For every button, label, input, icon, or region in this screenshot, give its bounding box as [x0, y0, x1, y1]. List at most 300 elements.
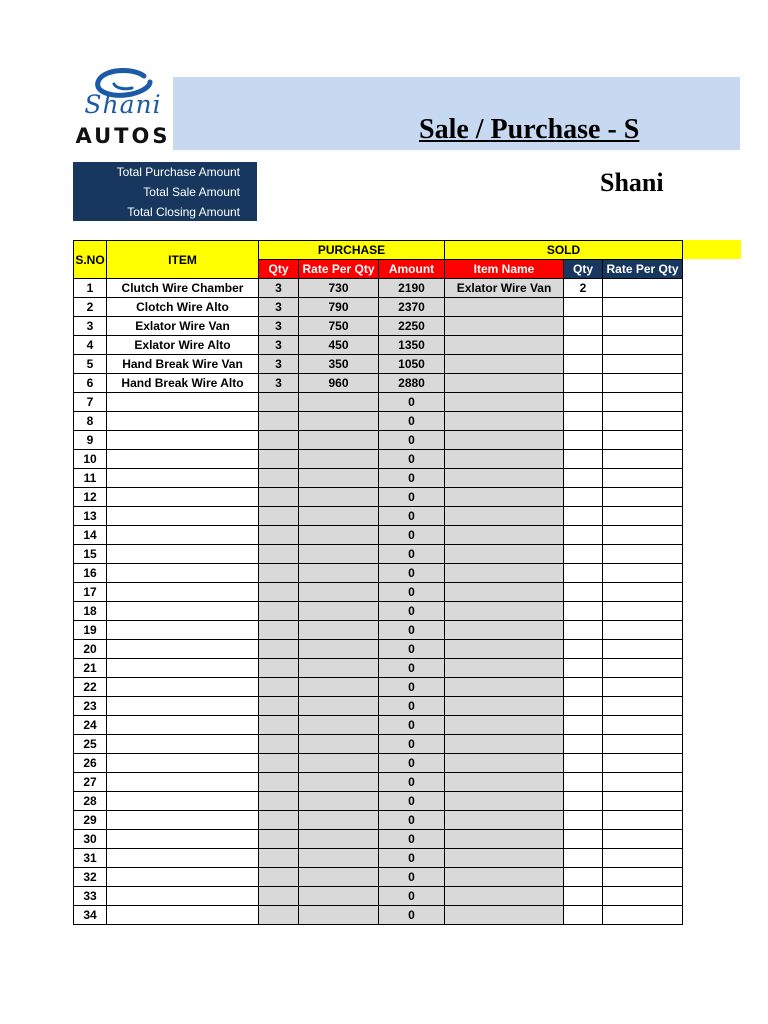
table-row: [74, 279, 683, 298]
cell-sold-rate[interactable]: [603, 773, 683, 792]
cell-rate[interactable]: [299, 393, 379, 412]
header-rate: Rate Per Qty: [299, 260, 379, 279]
cell-sold-rate[interactable]: [603, 621, 683, 640]
cell-sold-qty[interactable]: [564, 735, 603, 754]
cell-sold-qty[interactable]: [564, 697, 603, 716]
cell-qty[interactable]: [259, 545, 299, 564]
cell-sold-qty[interactable]: [564, 564, 603, 583]
cell-sold-qty[interactable]: [564, 355, 603, 374]
cell-rate[interactable]: [299, 849, 379, 868]
cell-amount[interactable]: 0: [379, 583, 445, 602]
header-sold-qty: Qty: [564, 260, 603, 279]
cell-sold-rate[interactable]: [603, 298, 683, 317]
cell-sold-qty[interactable]: [564, 887, 603, 906]
cell-qty[interactable]: [259, 602, 299, 621]
cell-sold-item[interactable]: [445, 792, 564, 811]
table-row: [74, 393, 683, 412]
cell-sold-item[interactable]: [445, 754, 564, 773]
cell-amount[interactable]: 0: [379, 678, 445, 697]
cell-sno[interactable]: 18: [74, 602, 107, 621]
cell-amount[interactable]: 2190: [379, 279, 445, 298]
cell-item[interactable]: [107, 697, 259, 716]
cell-amount[interactable]: 0: [379, 906, 445, 925]
cell-sold-item[interactable]: [445, 526, 564, 545]
cell-rate[interactable]: [299, 868, 379, 887]
cell-item[interactable]: [107, 868, 259, 887]
cell-rate[interactable]: 730: [299, 279, 379, 298]
cell-rate[interactable]: [299, 583, 379, 602]
cell-rate[interactable]: [299, 735, 379, 754]
cell-item[interactable]: Exlator Wire Van: [107, 317, 259, 336]
cell-sold-rate[interactable]: [603, 640, 683, 659]
cell-sold-qty[interactable]: [564, 336, 603, 355]
cell-qty[interactable]: [259, 621, 299, 640]
cell-sold-item[interactable]: [445, 298, 564, 317]
cell-sno[interactable]: 33: [74, 887, 107, 906]
cell-qty[interactable]: 3: [259, 336, 299, 355]
cell-amount[interactable]: 0: [379, 564, 445, 583]
cell-sold-qty[interactable]: [564, 640, 603, 659]
cell-rate[interactable]: 450: [299, 336, 379, 355]
cell-amount[interactable]: 0: [379, 526, 445, 545]
cell-qty[interactable]: [259, 735, 299, 754]
cell-sold-rate[interactable]: [603, 431, 683, 450]
cell-sold-rate[interactable]: [603, 526, 683, 545]
cell-rate[interactable]: [299, 526, 379, 545]
cell-amount[interactable]: 0: [379, 602, 445, 621]
cell-sold-item[interactable]: [445, 583, 564, 602]
cell-sno[interactable]: 30: [74, 830, 107, 849]
cell-sold-item[interactable]: [445, 887, 564, 906]
cell-item[interactable]: [107, 526, 259, 545]
cell-qty[interactable]: [259, 412, 299, 431]
cell-sold-rate[interactable]: [603, 488, 683, 507]
cell-sold-item[interactable]: [445, 697, 564, 716]
cell-sold-qty[interactable]: [564, 469, 603, 488]
cell-sno[interactable]: 11: [74, 469, 107, 488]
cell-item[interactable]: [107, 849, 259, 868]
cell-sold-rate[interactable]: [603, 887, 683, 906]
cell-qty[interactable]: [259, 868, 299, 887]
cell-amount[interactable]: 0: [379, 868, 445, 887]
cell-sold-qty[interactable]: [564, 583, 603, 602]
cell-rate[interactable]: [299, 811, 379, 830]
cell-sold-item[interactable]: [445, 412, 564, 431]
total-closing-label: Total Closing Amount: [127, 205, 240, 219]
sheet-subtitle: Shani: [600, 168, 664, 197]
cell-sno[interactable]: 6: [74, 374, 107, 393]
cell-sold-rate[interactable]: [603, 336, 683, 355]
cell-item[interactable]: [107, 488, 259, 507]
table-row: [74, 431, 683, 450]
cell-amount[interactable]: 0: [379, 792, 445, 811]
cell-sno[interactable]: 17: [74, 583, 107, 602]
cell-rate[interactable]: [299, 450, 379, 469]
cell-item[interactable]: [107, 583, 259, 602]
cell-amount[interactable]: 0: [379, 849, 445, 868]
cell-item[interactable]: [107, 621, 259, 640]
cell-sold-qty[interactable]: [564, 298, 603, 317]
table-row: [74, 678, 683, 697]
cell-amount[interactable]: 0: [379, 697, 445, 716]
cell-qty[interactable]: 3: [259, 279, 299, 298]
header-sold: SOLD: [445, 241, 683, 260]
cell-qty[interactable]: [259, 811, 299, 830]
cell-qty[interactable]: 3: [259, 317, 299, 336]
cell-sold-rate[interactable]: [603, 507, 683, 526]
cell-item[interactable]: [107, 602, 259, 621]
cell-sold-item[interactable]: [445, 564, 564, 583]
total-purchase-label: Total Purchase Amount: [116, 165, 240, 179]
cell-sold-item[interactable]: [445, 716, 564, 735]
cell-sold-qty[interactable]: [564, 830, 603, 849]
cell-sold-rate[interactable]: [603, 716, 683, 735]
cell-item[interactable]: [107, 545, 259, 564]
cell-sno[interactable]: 13: [74, 507, 107, 526]
cell-qty[interactable]: [259, 830, 299, 849]
cell-sold-item[interactable]: [445, 393, 564, 412]
cell-rate[interactable]: [299, 697, 379, 716]
cell-sold-item[interactable]: [445, 868, 564, 887]
table-row: [74, 887, 683, 906]
cell-item[interactable]: [107, 735, 259, 754]
cell-amount[interactable]: 0: [379, 735, 445, 754]
header-sno: S.NO: [74, 241, 107, 279]
cell-sno[interactable]: 8: [74, 412, 107, 431]
cell-amount[interactable]: 2250: [379, 317, 445, 336]
cell-amount[interactable]: 1050: [379, 355, 445, 374]
cell-sold-qty[interactable]: [564, 906, 603, 925]
cell-sold-rate[interactable]: [603, 735, 683, 754]
cell-sold-qty[interactable]: [564, 621, 603, 640]
cell-qty[interactable]: [259, 849, 299, 868]
cell-item[interactable]: [107, 887, 259, 906]
cell-sold-rate[interactable]: [603, 317, 683, 336]
cell-item[interactable]: Hand Break Wire Van: [107, 355, 259, 374]
cell-item[interactable]: [107, 754, 259, 773]
cell-sold-item[interactable]: [445, 336, 564, 355]
cell-sold-qty[interactable]: [564, 849, 603, 868]
cell-rate[interactable]: [299, 906, 379, 925]
cell-rate[interactable]: 750: [299, 317, 379, 336]
cell-sno[interactable]: 23: [74, 697, 107, 716]
cell-amount[interactable]: 0: [379, 545, 445, 564]
cell-qty[interactable]: 3: [259, 298, 299, 317]
cell-sold-item[interactable]: [445, 830, 564, 849]
cell-sno[interactable]: 25: [74, 735, 107, 754]
cell-sno[interactable]: 31: [74, 849, 107, 868]
cell-amount[interactable]: 0: [379, 830, 445, 849]
header-qty: Qty: [259, 260, 299, 279]
cell-amount[interactable]: 0: [379, 621, 445, 640]
header-item: ITEM: [107, 241, 259, 279]
cell-sold-qty[interactable]: [564, 374, 603, 393]
cell-rate[interactable]: [299, 412, 379, 431]
cell-sno[interactable]: 2: [74, 298, 107, 317]
cell-qty[interactable]: [259, 450, 299, 469]
cell-sno[interactable]: 34: [74, 906, 107, 925]
cell-rate[interactable]: [299, 887, 379, 906]
cell-rate[interactable]: [299, 659, 379, 678]
cell-item[interactable]: Hand Break Wire Alto: [107, 374, 259, 393]
cell-sold-qty[interactable]: [564, 393, 603, 412]
table-row: [74, 355, 683, 374]
cell-item[interactable]: [107, 811, 259, 830]
header-purchase: PURCHASE: [259, 241, 445, 260]
cell-sno[interactable]: 9: [74, 431, 107, 450]
cell-sno[interactable]: 10: [74, 450, 107, 469]
cell-sold-qty[interactable]: 2: [564, 279, 603, 298]
cell-rate[interactable]: [299, 678, 379, 697]
cell-sold-qty[interactable]: [564, 488, 603, 507]
cell-item[interactable]: [107, 450, 259, 469]
cell-sold-rate[interactable]: [603, 602, 683, 621]
cell-sold-item[interactable]: [445, 678, 564, 697]
cell-sno[interactable]: 16: [74, 564, 107, 583]
cell-amount[interactable]: 0: [379, 431, 445, 450]
cell-sno[interactable]: 20: [74, 640, 107, 659]
table-row: [74, 621, 683, 640]
cell-item[interactable]: [107, 564, 259, 583]
cell-sold-qty[interactable]: [564, 868, 603, 887]
cell-sno[interactable]: 7: [74, 393, 107, 412]
cell-sno[interactable]: 14: [74, 526, 107, 545]
cell-amount[interactable]: 0: [379, 659, 445, 678]
cell-item[interactable]: [107, 431, 259, 450]
cell-sold-qty[interactable]: [564, 450, 603, 469]
cell-amount[interactable]: 0: [379, 488, 445, 507]
cell-amount[interactable]: 0: [379, 450, 445, 469]
cell-sold-qty[interactable]: [564, 773, 603, 792]
cell-rate[interactable]: [299, 469, 379, 488]
cell-sold-rate[interactable]: [603, 545, 683, 564]
cell-sold-item[interactable]: [445, 849, 564, 868]
sheet-title: Sale / Purchase - S: [419, 114, 640, 145]
cell-item[interactable]: Exlator Wire Alto: [107, 336, 259, 355]
cell-sold-qty[interactable]: [564, 412, 603, 431]
cell-amount[interactable]: 1350: [379, 336, 445, 355]
cell-rate[interactable]: [299, 773, 379, 792]
cell-sold-rate[interactable]: [603, 393, 683, 412]
cell-rate[interactable]: [299, 621, 379, 640]
cell-sold-qty[interactable]: [564, 317, 603, 336]
cell-item[interactable]: [107, 830, 259, 849]
cell-sold-rate[interactable]: [603, 374, 683, 393]
cell-item[interactable]: [107, 773, 259, 792]
cell-rate[interactable]: [299, 545, 379, 564]
cell-item[interactable]: [107, 640, 259, 659]
cell-amount[interactable]: 0: [379, 811, 445, 830]
cell-qty[interactable]: [259, 564, 299, 583]
cell-sold-item[interactable]: [445, 735, 564, 754]
cell-sold-rate[interactable]: [603, 583, 683, 602]
summary-box: [73, 162, 257, 221]
cell-item[interactable]: [107, 469, 259, 488]
cell-qty[interactable]: [259, 526, 299, 545]
cell-amount[interactable]: 0: [379, 469, 445, 488]
cell-rate[interactable]: [299, 754, 379, 773]
cell-sno[interactable]: 4: [74, 336, 107, 355]
cell-item[interactable]: [107, 507, 259, 526]
cell-sold-rate[interactable]: [603, 412, 683, 431]
cell-sno[interactable]: 22: [74, 678, 107, 697]
table-row: [74, 849, 683, 868]
cell-sold-item[interactable]: [445, 640, 564, 659]
cell-item[interactable]: [107, 792, 259, 811]
cell-sold-item[interactable]: [445, 811, 564, 830]
cell-qty[interactable]: [259, 716, 299, 735]
cell-sold-rate[interactable]: [603, 355, 683, 374]
cell-sold-rate[interactable]: [603, 469, 683, 488]
cell-rate[interactable]: [299, 640, 379, 659]
cell-item[interactable]: Clutch Wire Chamber: [107, 279, 259, 298]
cell-sold-rate[interactable]: [603, 564, 683, 583]
cell-rate[interactable]: [299, 602, 379, 621]
cell-sold-rate[interactable]: [603, 450, 683, 469]
cell-amount[interactable]: 2880: [379, 374, 445, 393]
cell-sno[interactable]: 27: [74, 773, 107, 792]
cell-sno[interactable]: 15: [74, 545, 107, 564]
cell-rate[interactable]: [299, 564, 379, 583]
cell-rate[interactable]: 960: [299, 374, 379, 393]
cell-sold-qty[interactable]: [564, 792, 603, 811]
cell-rate[interactable]: 350: [299, 355, 379, 374]
cell-qty[interactable]: [259, 488, 299, 507]
cell-sold-qty[interactable]: [564, 659, 603, 678]
cell-qty[interactable]: [259, 469, 299, 488]
cell-rate[interactable]: [299, 716, 379, 735]
cell-sold-rate[interactable]: [603, 868, 683, 887]
cell-qty[interactable]: [259, 773, 299, 792]
table-row: [74, 773, 683, 792]
cell-sno[interactable]: 21: [74, 659, 107, 678]
cell-sold-rate[interactable]: [603, 906, 683, 925]
cell-item[interactable]: [107, 678, 259, 697]
table-row: [74, 317, 683, 336]
cell-rate[interactable]: [299, 431, 379, 450]
cell-amount[interactable]: 0: [379, 640, 445, 659]
cell-sold-rate[interactable]: [603, 697, 683, 716]
cell-sold-item[interactable]: Exlator Wire Van: [445, 279, 564, 298]
cell-qty[interactable]: [259, 431, 299, 450]
cell-amount[interactable]: 2370: [379, 298, 445, 317]
cell-sold-rate[interactable]: [603, 792, 683, 811]
cell-sold-rate[interactable]: [603, 678, 683, 697]
table-row: [74, 488, 683, 507]
cell-qty[interactable]: [259, 393, 299, 412]
cell-amount[interactable]: 0: [379, 773, 445, 792]
cell-sold-item[interactable]: [445, 621, 564, 640]
cell-sold-item[interactable]: [445, 906, 564, 925]
cell-sold-item[interactable]: [445, 659, 564, 678]
cell-item[interactable]: [107, 716, 259, 735]
cell-sold-item[interactable]: [445, 469, 564, 488]
cell-sold-rate[interactable]: [603, 811, 683, 830]
cell-rate[interactable]: [299, 830, 379, 849]
cell-sold-qty[interactable]: [564, 431, 603, 450]
table-row: [74, 659, 683, 678]
cell-item[interactable]: [107, 906, 259, 925]
cell-sno[interactable]: 12: [74, 488, 107, 507]
cell-sold-item[interactable]: [445, 507, 564, 526]
cell-sold-qty[interactable]: [564, 526, 603, 545]
cell-sno[interactable]: 3: [74, 317, 107, 336]
cell-sold-item[interactable]: [445, 545, 564, 564]
table-row: [74, 640, 683, 659]
cell-sold-qty[interactable]: [564, 754, 603, 773]
logo-script: Shani: [84, 90, 162, 119]
table-row: [74, 545, 683, 564]
table-row: [74, 507, 683, 526]
cell-amount[interactable]: 0: [379, 754, 445, 773]
cell-sno[interactable]: 19: [74, 621, 107, 640]
cell-qty[interactable]: 3: [259, 355, 299, 374]
cell-sold-item[interactable]: [445, 488, 564, 507]
cell-item[interactable]: [107, 659, 259, 678]
cell-amount[interactable]: 0: [379, 412, 445, 431]
cell-qty[interactable]: [259, 678, 299, 697]
cell-amount[interactable]: 0: [379, 716, 445, 735]
cell-sno[interactable]: 28: [74, 792, 107, 811]
cell-sold-qty[interactable]: [564, 811, 603, 830]
cell-sold-qty[interactable]: [564, 545, 603, 564]
cell-sold-rate[interactable]: [603, 830, 683, 849]
cell-sold-item[interactable]: [445, 450, 564, 469]
cell-sold-item[interactable]: [445, 602, 564, 621]
cell-sold-rate[interactable]: [603, 279, 683, 298]
cell-sold-qty[interactable]: [564, 678, 603, 697]
cell-sold-item[interactable]: [445, 431, 564, 450]
cell-sno[interactable]: 5: [74, 355, 107, 374]
cell-qty[interactable]: [259, 792, 299, 811]
cell-sold-rate[interactable]: [603, 849, 683, 868]
cell-sold-qty[interactable]: [564, 507, 603, 526]
cell-sno[interactable]: 32: [74, 868, 107, 887]
cell-qty[interactable]: [259, 507, 299, 526]
cell-sno[interactable]: 24: [74, 716, 107, 735]
cell-rate[interactable]: 790: [299, 298, 379, 317]
cell-sold-item[interactable]: [445, 317, 564, 336]
cell-item[interactable]: [107, 412, 259, 431]
cell-item[interactable]: Clotch Wire Alto: [107, 298, 259, 317]
cell-sold-item[interactable]: [445, 355, 564, 374]
cell-qty[interactable]: 3: [259, 374, 299, 393]
cell-qty[interactable]: [259, 754, 299, 773]
cell-rate[interactable]: [299, 488, 379, 507]
cell-sold-rate[interactable]: [603, 754, 683, 773]
cell-rate[interactable]: [299, 792, 379, 811]
cell-qty[interactable]: [259, 697, 299, 716]
cell-qty[interactable]: [259, 906, 299, 925]
cell-amount[interactable]: 0: [379, 393, 445, 412]
cell-sold-item[interactable]: [445, 374, 564, 393]
cell-qty[interactable]: [259, 659, 299, 678]
cell-rate[interactable]: [299, 507, 379, 526]
cell-sold-rate[interactable]: [603, 659, 683, 678]
cell-amount[interactable]: 0: [379, 887, 445, 906]
cell-sold-item[interactable]: [445, 773, 564, 792]
cell-item[interactable]: [107, 393, 259, 412]
cell-qty[interactable]: [259, 887, 299, 906]
cell-qty[interactable]: [259, 640, 299, 659]
cell-sno[interactable]: 26: [74, 754, 107, 773]
cell-sold-qty[interactable]: [564, 602, 603, 621]
cell-sold-qty[interactable]: [564, 716, 603, 735]
cell-amount[interactable]: 0: [379, 507, 445, 526]
cell-qty[interactable]: [259, 583, 299, 602]
cell-sno[interactable]: 1: [74, 279, 107, 298]
cell-sno[interactable]: 29: [74, 811, 107, 830]
